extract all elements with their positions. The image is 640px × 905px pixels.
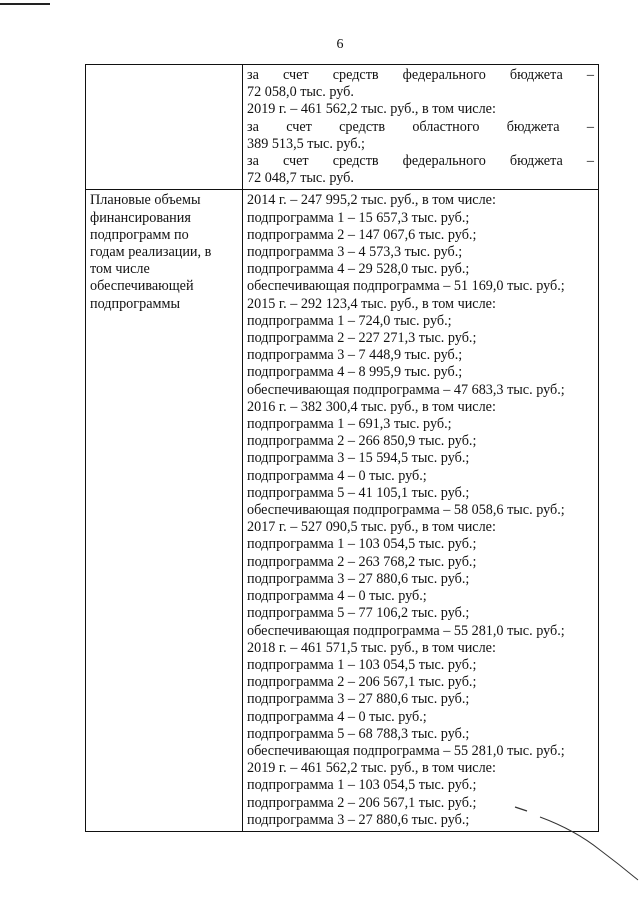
text-line: обеспечивающая подпрограмма – 55 281,0 тыс. руб.; (247, 622, 565, 639)
word: федерального (402, 153, 486, 170)
text-line: обеспечивающей (90, 278, 194, 295)
text-line: подпрограмма 1 – 103 054,5 тыс. руб.; (247, 656, 477, 673)
word: за (247, 153, 259, 170)
word: областного (412, 118, 480, 135)
text-line: подпрограмма 2 – 147 067,6 тыс. руб.; (247, 226, 477, 243)
text-line: 2019 г. – 461 562,2 тыс. руб., в том числе: (247, 760, 496, 777)
text-line: 2019 г. – 461 562,2 тыс. руб., в том числе: (247, 101, 496, 118)
text-line: 2016 г. – 382 300,4 тыс. руб., в том числе: (247, 398, 496, 415)
page-number: 6 (336, 37, 344, 52)
word: бюджета (506, 118, 560, 135)
text-line: подпрограмма 3 – 27 880,6 тыс. руб.; (247, 811, 470, 828)
text-line: 389 513,5 тыс. руб.; (247, 135, 365, 152)
word: счет (282, 67, 309, 83)
text-line: обеспечивающая подпрограмма – 51 169,0 тыс. руб.; (247, 278, 565, 295)
text-line: подпрограмма 5 – 77 106,2 тыс. руб.; (247, 605, 470, 622)
text-line: подпрограмма 3 – 15 594,5 тыс. руб.; (247, 450, 470, 467)
word: бюджета (509, 153, 563, 170)
text-line: подпрограмма 4 – 0 тыс. руб.; (247, 708, 427, 725)
text-line: подпрограмма 2 – 206 567,1 тыс. руб.; (247, 794, 477, 811)
text-line: подпрограмма 2 – 266 850,9 тыс. руб.; (247, 433, 477, 450)
text-line: 72 058,0 тыс. руб. (247, 84, 354, 101)
text-line: подпрограмма 1 – 103 054,5 тыс. руб.; (247, 777, 477, 794)
text-line: подпрограмма 1 – 724,0 тыс. руб.; (247, 312, 452, 329)
text-line: подпрограмма 3 – 27 880,6 тыс. руб.; (247, 570, 470, 587)
text-line: подпрограмма 1 – 691,3 тыс. руб.; (247, 416, 452, 433)
text-line: 2014 г. – 247 995,2 тыс. руб., в том числе: (247, 192, 496, 209)
text-line: подпрограмма 5 – 41 105,1 тыс. руб.; (247, 484, 470, 501)
text-line: подпрограмма 2 – 263 768,2 тыс. руб.; (247, 553, 477, 570)
word: за (247, 67, 259, 83)
word: за (247, 118, 259, 135)
text-line: том числе (90, 261, 150, 278)
text-line: подпрограмма 4 – 8 995,9 тыс. руб.; (247, 364, 463, 381)
text-line: подпрограмм по (90, 226, 189, 243)
text-line: 2015 г. – 292 123,4 тыс. руб., в том числе: (247, 295, 496, 312)
text-line: подпрограмма 2 – 227 271,3 тыс. руб.; (247, 330, 477, 347)
word: – (586, 67, 594, 83)
word: счет (282, 153, 309, 170)
text-line: подпрограмма 5 – 68 788,3 тыс. руб.; (247, 725, 470, 742)
text-line: подпрограмма 1 – 103 054,5 тыс. руб.; (247, 536, 477, 553)
word: средств (332, 153, 379, 170)
text-line: обеспечивающая подпрограмма – 58 058,6 тыс. руб.; (247, 502, 565, 519)
text-line: 2018 г. – 461 571,5 тыс. руб., в том числе: (247, 639, 496, 656)
word: средств (332, 67, 379, 83)
text-line: годам реализации, в (90, 244, 212, 261)
text-line: подпрограмма 3 – 4 573,3 тыс. руб.; (247, 244, 463, 261)
text-line: подпрограмма 3 – 7 448,9 тыс. руб.; (247, 347, 463, 364)
word: – (586, 153, 594, 170)
text-line: подпрограмма 1 – 15 657,3 тыс. руб.; (247, 209, 470, 226)
text-line: подпрограмма 2 – 206 567,1 тыс. руб.; (247, 674, 477, 691)
text-line: подпрограммы (90, 295, 180, 312)
word: средств (339, 118, 386, 135)
text-line: обеспечивающая подпрограмма – 55 281,0 тыс. руб.; (247, 742, 565, 759)
text-line: финансирования (90, 209, 191, 226)
text-line: 2017 г. – 527 090,5 тыс. руб., в том числе: (247, 519, 496, 536)
word: бюджета (509, 67, 563, 83)
word: счет (286, 118, 312, 135)
word: федерального (402, 67, 486, 83)
text-line: подпрограмма 4 – 29 528,0 тыс. руб.; (247, 261, 470, 278)
text-line: обеспечивающая подпрограмма – 47 683,3 тыс. руб.; (247, 381, 565, 398)
text-line: 72 048,7 тыс. руб. (247, 170, 354, 187)
text-line: подпрограмма 4 – 0 тыс. руб.; (247, 588, 427, 605)
word: – (586, 118, 594, 135)
text-line: Плановые объемы (90, 192, 201, 209)
text-line: подпрограмма 4 – 0 тыс. руб.; (247, 467, 427, 484)
text-line: подпрограмма 3 – 27 880,6 тыс. руб.; (247, 691, 470, 708)
